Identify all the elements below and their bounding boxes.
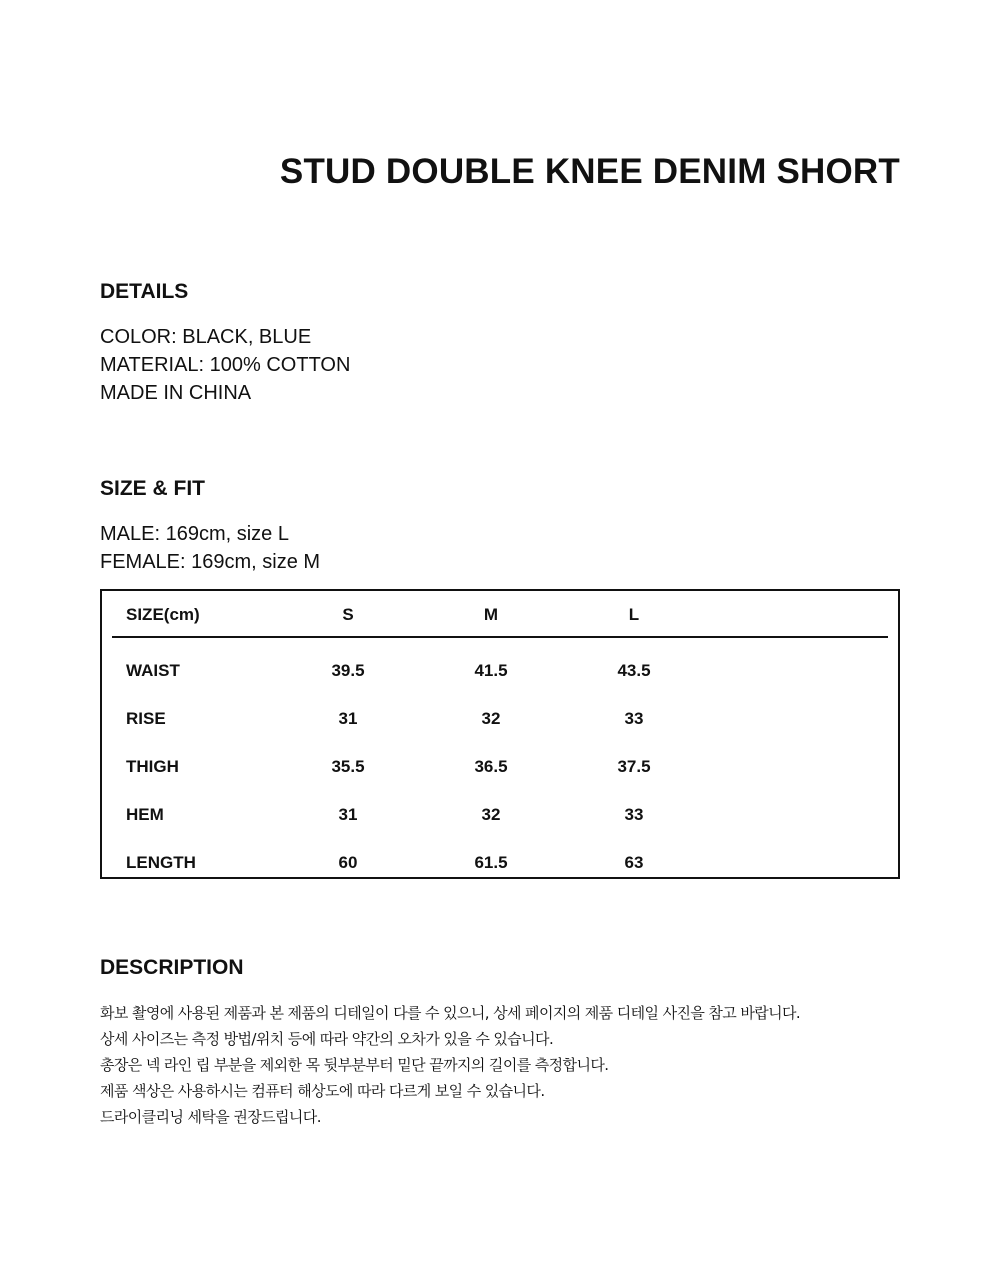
size-row-value-s: 39.5 (331, 661, 365, 680)
size-row-value-s: 35.5 (331, 757, 365, 776)
size-table-row (112, 742, 888, 790)
size-row-value-m: 32 (481, 805, 501, 824)
size-table-header-l: L (628, 605, 640, 624)
size-table-row (112, 694, 888, 742)
size-table-header-s: S (342, 605, 354, 624)
size-fit-heading: SIZE & FIT (100, 477, 205, 500)
size-row-value-m: 32 (481, 709, 501, 728)
size-table-header-m: M (483, 605, 499, 624)
size-row-label: HEM (126, 805, 164, 824)
description-line: 드라이클리닝 세탁을 권장드립니다. (100, 1108, 321, 1126)
description-line: 제품 색상은 사용하시는 컴퓨터 해상도에 따라 다르게 보일 수 있습니다. (100, 1082, 545, 1100)
model-fit-list (100, 520, 320, 576)
size-table-row (112, 790, 888, 838)
details-heading: DETAILS (100, 280, 189, 303)
details-origin: MADE IN CHINA (100, 382, 252, 404)
description-line: 상세 사이즈는 측정 방법/위치 등에 따라 약간의 오차가 있을 수 있습니다. (100, 1030, 554, 1048)
size-row-label: WAIST (126, 661, 180, 680)
description-heading: DESCRIPTION (100, 956, 244, 979)
size-table-row (112, 646, 888, 694)
size-row-value-m: 41.5 (474, 661, 508, 680)
size-row-label: RISE (126, 709, 166, 728)
size-row-value-l: 33 (624, 709, 644, 728)
size-row-label: LENGTH (126, 853, 196, 872)
description-line: 총장은 넥 라인 립 부분을 제외한 목 뒷부분부터 밑단 끝까지의 길이를 측정합니다. (100, 1056, 609, 1074)
size-row-value-l: 43.5 (617, 661, 651, 680)
size-table-row (112, 838, 888, 886)
size-row-value-s: 60 (338, 853, 358, 872)
size-row-value-s: 31 (338, 805, 358, 824)
product-title: STUD DOUBLE KNEE DENIM SHORT (279, 152, 900, 191)
size-row-value-l: 63 (624, 853, 644, 872)
details-material: MATERIAL: 100% COTTON (100, 354, 351, 376)
model-fit-male: MALE: 169cm, size L (100, 523, 289, 545)
size-table-header (112, 591, 888, 638)
size-row-label: THIGH (126, 757, 179, 776)
size-row-value-m: 61.5 (474, 853, 508, 872)
details-color: COLOR: BLACK, BLUE (100, 326, 312, 348)
description-line: 화보 촬영에 사용된 제품과 본 제품의 디테일이 다를 수 있으니, 상세 페이지의 제품 디테일 사진을 참고 바랍니다. (100, 1004, 801, 1022)
details-list (100, 323, 350, 407)
model-fit-female: FEMALE: 169cm, size M (100, 551, 321, 573)
size-row-value-m: 36.5 (474, 757, 508, 776)
description-list (100, 1000, 800, 1130)
size-row-value-s: 31 (338, 709, 358, 728)
size-table (100, 589, 900, 879)
size-row-value-l: 33 (624, 805, 644, 824)
size-table-header-label: SIZE(cm) (126, 605, 200, 624)
size-row-value-l: 37.5 (617, 757, 651, 776)
